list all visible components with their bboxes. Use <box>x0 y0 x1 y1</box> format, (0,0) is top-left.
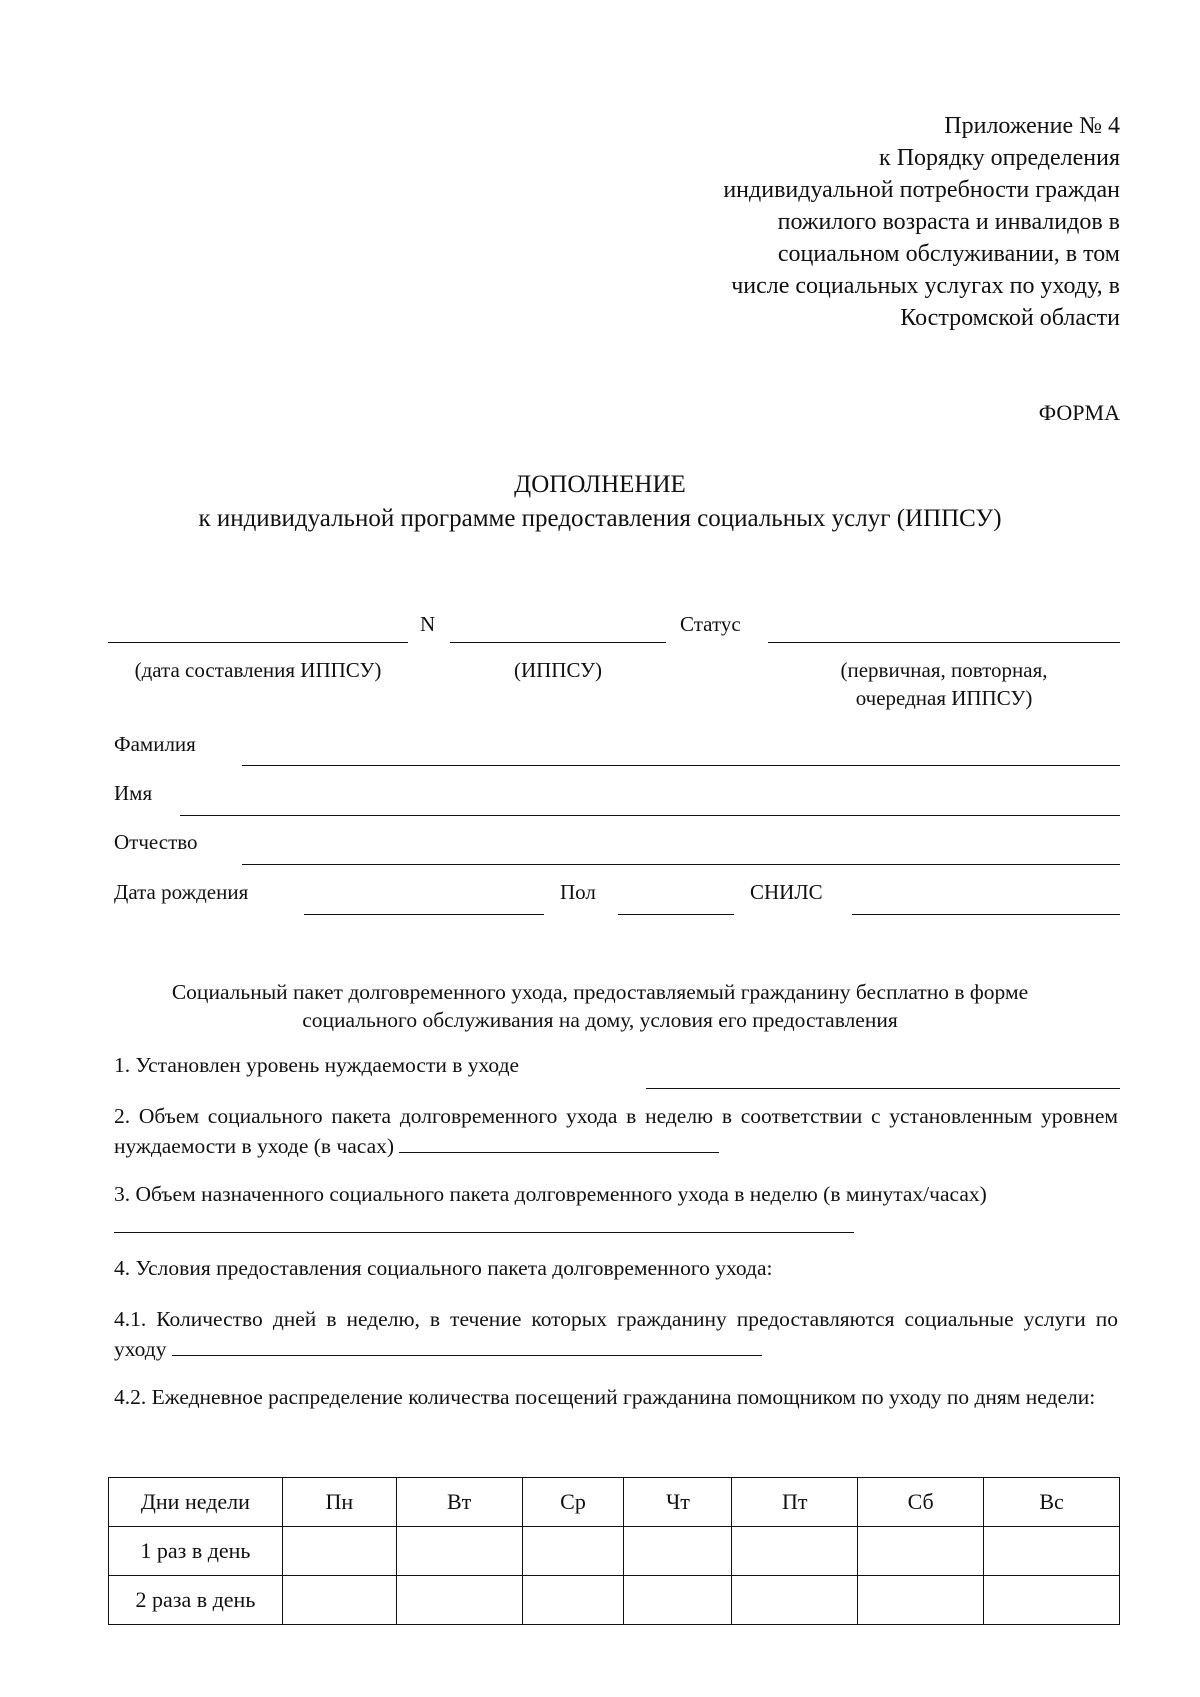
appendix-line: социальном обслуживании, в том <box>777 241 1120 267</box>
row-label: 1 раз в день <box>109 1527 283 1576</box>
number-field-line[interactable] <box>450 642 666 643</box>
title-main: ДОПОЛНЕНИЕ <box>514 471 686 498</box>
title-sub: к индивидуальной программе предоставления социальных услуг (ИППСУ) <box>198 505 1002 532</box>
table-cell[interactable] <box>624 1527 732 1576</box>
sex-field-line[interactable] <box>618 914 734 915</box>
table-header-cell: Пн <box>282 1478 396 1527</box>
table-cell[interactable] <box>282 1527 396 1576</box>
section-heading-line: Социальный пакет долговременного ухода, предоставляемый гражданину бесплатно в форме <box>171 980 1029 1004</box>
table-cell[interactable] <box>522 1576 624 1625</box>
number-label: N <box>420 612 436 636</box>
status-label: Статус <box>680 612 741 636</box>
item-1-text: 1. Установлен уровень нуждаемости в уходе <box>114 1053 520 1077</box>
table-cell[interactable] <box>732 1576 858 1625</box>
surname-label: Фамилия <box>114 732 196 756</box>
surname-field-line[interactable] <box>242 765 1120 766</box>
snils-label: СНИЛС <box>750 880 823 904</box>
appendix-line: пожилого возраста и инвалидов в <box>777 209 1120 235</box>
visits-by-weekday-table <box>108 1477 1120 1625</box>
table-cell[interactable] <box>858 1576 984 1625</box>
days-per-week-field-line[interactable] <box>172 1333 762 1356</box>
status-caption <box>768 656 1120 712</box>
table-header-cell: Вт <box>396 1478 522 1527</box>
name-label: Имя <box>114 781 153 805</box>
table-header-cell: Сб <box>858 1478 984 1527</box>
table-cell[interactable] <box>984 1527 1120 1576</box>
item-4-2-text: 4.2. Ежедневное распределение количества посещений гражданина помощником по уходу по дням недели: <box>114 1385 1096 1409</box>
section-heading-line: социального обслуживания на дому, условия его предоставления <box>302 1008 898 1032</box>
appendix-line: индивидуальной потребности граждан <box>723 177 1120 203</box>
assigned-volume-field-line[interactable] <box>114 1232 854 1233</box>
appendix-line: Приложение № 4 <box>944 113 1120 139</box>
form-label: ФОРМА <box>1038 400 1120 425</box>
item-4-1-text: 4.1. Количество дней в неделю, в течение которых гражданину предоставляются социальные услуги по уходу <box>114 1307 1118 1361</box>
item-2 <box>114 1102 1118 1160</box>
table-row <box>109 1527 1120 1576</box>
table-header-cell: Чт <box>624 1478 732 1527</box>
appendix-line: Костромской области <box>900 305 1120 331</box>
item-3-text: 3. Объем назначенного социального пакета долговременного ухода в неделю (в минутах/часах) <box>114 1182 987 1206</box>
table-header-cell: Дни недели <box>109 1478 283 1527</box>
item-4-1 <box>114 1305 1118 1363</box>
need-level-field-line[interactable] <box>646 1088 1120 1089</box>
date-field-line[interactable] <box>108 642 408 643</box>
row-label: 2 раза в день <box>109 1576 283 1625</box>
birthdate-field-line[interactable] <box>304 914 544 915</box>
table-header-cell: Вс <box>984 1478 1120 1527</box>
patronymic-field-line[interactable] <box>242 864 1120 865</box>
table-cell[interactable] <box>624 1576 732 1625</box>
number-caption: (ИППСУ) <box>513 658 603 682</box>
table-cell[interactable] <box>522 1527 624 1576</box>
table-header-cell: Пт <box>732 1478 858 1527</box>
name-field-line[interactable] <box>180 815 1120 816</box>
table-cell[interactable] <box>732 1527 858 1576</box>
table-header-cell: Ср <box>522 1478 624 1527</box>
appendix-line: числе социальных услугах по уходу, в <box>731 273 1120 299</box>
table-cell[interactable] <box>396 1576 522 1625</box>
status-field-line[interactable] <box>768 642 1120 643</box>
patronymic-label: Отчество <box>114 830 198 854</box>
status-caption-line: (первичная, повторная, <box>840 658 1048 682</box>
item-4-text: 4. Условия предоставления социального пакета долговременного ухода: <box>114 1256 773 1280</box>
weekly-hours-field-line[interactable] <box>399 1130 719 1153</box>
table-cell[interactable] <box>984 1576 1120 1625</box>
table-cell[interactable] <box>396 1527 522 1576</box>
table-row <box>109 1576 1120 1625</box>
sex-label: Пол <box>560 880 596 904</box>
birthdate-label: Дата рождения <box>114 880 249 904</box>
table-cell[interactable] <box>282 1576 396 1625</box>
document-title <box>0 468 1200 536</box>
item-2-text: 2. Объем социального пакета долговременного ухода в неделю в соответствии с установленным уровнем нуждаемости в уходе (в часах) <box>114 1104 1118 1158</box>
date-caption: (дата составления ИППСУ) <box>134 658 382 682</box>
snils-field-line[interactable] <box>852 914 1120 915</box>
appendix-reference <box>723 110 1120 334</box>
section-heading <box>60 978 1140 1034</box>
table-header-row <box>109 1478 1120 1527</box>
table-cell[interactable] <box>858 1527 984 1576</box>
appendix-line: к Порядку определения <box>879 145 1120 171</box>
status-caption-line: очередная ИППСУ) <box>855 686 1033 710</box>
